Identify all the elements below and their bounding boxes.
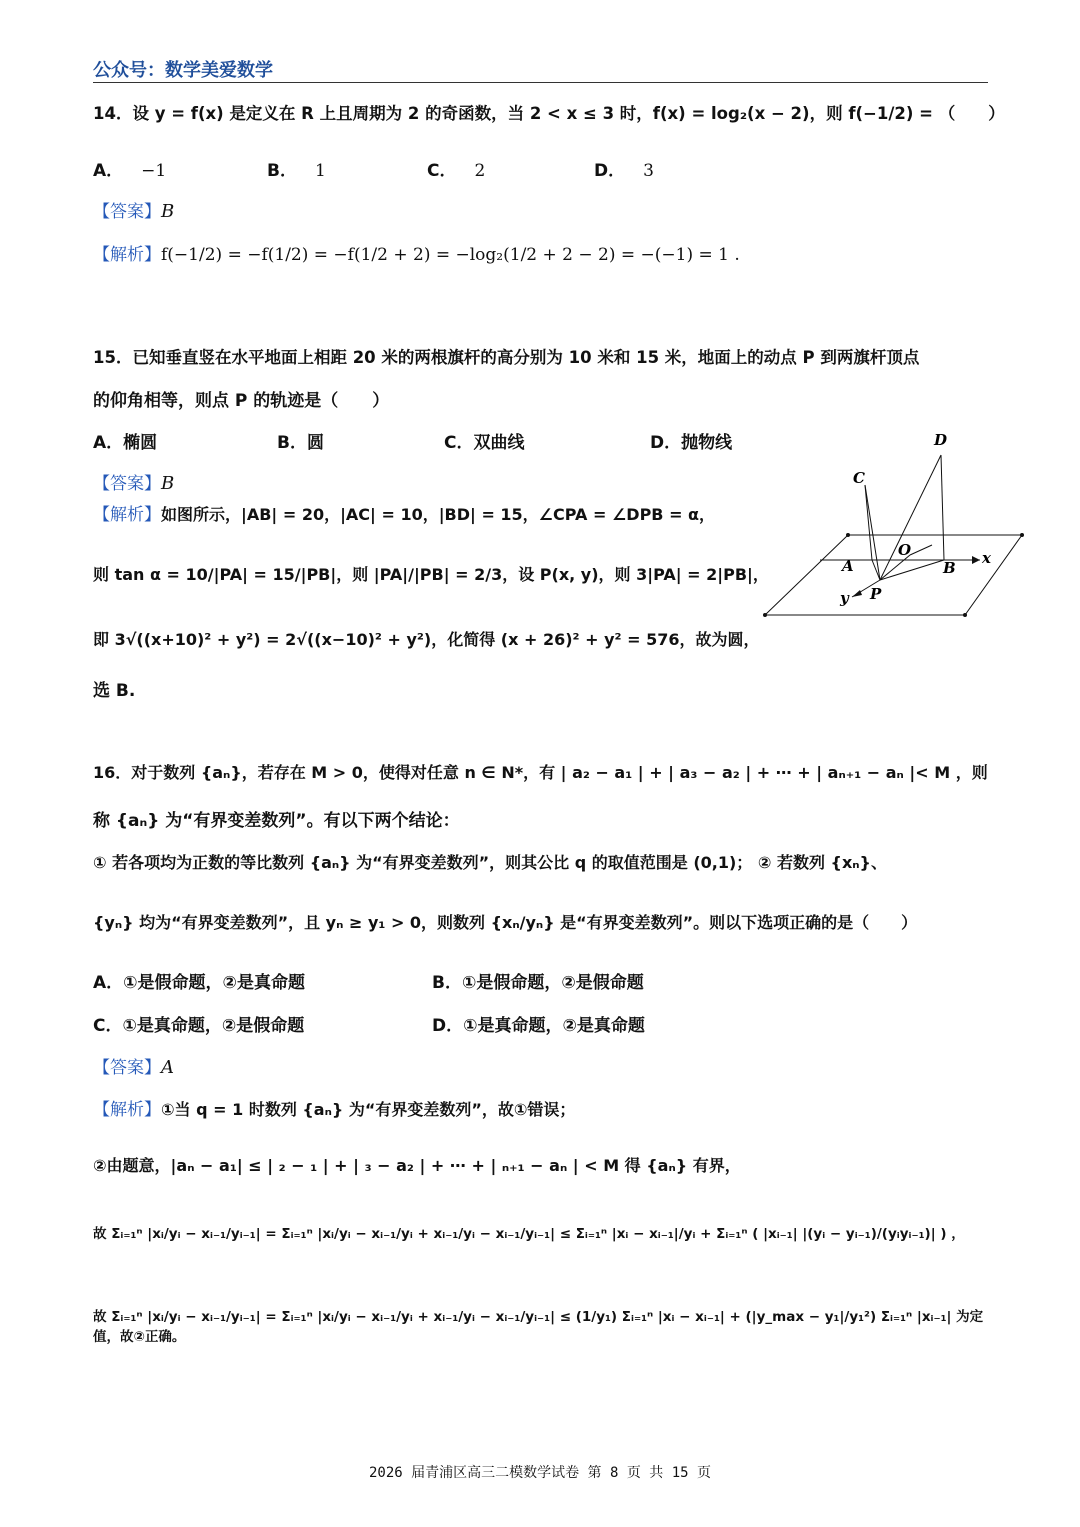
label-c: C <box>853 469 865 487</box>
page-footer: 2026 届青浦区高三二模数学试卷 第 8 页 共 15 页 <box>368 1465 711 1481</box>
q14-stem: 14．设 y = f(x) 是定义在 R 上且周期为 2 的奇函数，当 2 < x ≤ 3 时，f(x) = log₂(x − 2)，则 f(−1/2) = （ ） <box>93 104 1005 123</box>
q14-option-b: B． 1 <box>267 161 326 181</box>
q16-stem-line1: 16．对于数列 {aₙ}，若存在 M > 0，使得对任意 n ∈ N*，有 | a₂ − a₁ | + | a₃ − a₂ | + ⋯ + | aₙ₊₁ − aₙ |< M ，则 <box>93 763 988 782</box>
q16-analysis-line1: 【解析】①当 q = 1 时数列 {aₙ} 为“有界变差数列”，故①错误； <box>93 1100 576 1120</box>
label-y: y <box>840 589 849 607</box>
header-title: 公众号：数学美爱数学 <box>93 60 273 81</box>
line-cp <box>865 485 880 580</box>
y-axis-arrow <box>852 590 862 597</box>
pole-bd <box>941 455 944 560</box>
q15-option-d: D．抛物线 <box>650 433 733 453</box>
ground-plane <box>765 535 1022 615</box>
q15-stem-line1: 15．已知垂直竖在水平地面上相距 20 米的两根旗杆的高分别为 10 米和 15 米，地面上的动点 P 到两旗杆顶点 <box>93 348 920 367</box>
q14-option-a: A． −1 <box>93 161 167 181</box>
q16-analysis-line3: 故 Σᵢ₌₁ⁿ |xᵢ/yᵢ − xᵢ₋₁/yᵢ₋₁| = Σᵢ₌₁ⁿ |xᵢ/yᵢ − xᵢ₋₁/yᵢ + xᵢ₋₁/yᵢ − xᵢ₋₁/yᵢ₋₁| ≤ Σᵢ₌₁ⁿ |xᵢ − xᵢ₋₁|/yᵢ + Σᵢ₌₁ⁿ ( |xᵢ₋₁| |(yᵢ − yᵢ₋₁)/(yᵢyᵢ₋₁)| ) ， <box>93 1226 965 1242</box>
q16-option-a: A．①是假命题，②是真命题 <box>93 973 305 993</box>
q16-stem-line3: ① 若各项均为正数的等比数列 {aₙ} 为“有界变差数列”，则其公比 q 的取值范围是 (0,1)； ② 若数列 {xₙ}、 <box>93 853 887 872</box>
q15-analysis-line1: 【解析】如图所示，|AB| = 20，|AC| = 10，|BD| = 15，∠CPA = ∠DPB = α， <box>93 505 716 525</box>
x-axis-arrow <box>972 556 980 564</box>
q16-stem-line4: {yₙ} 均为“有界变差数列”，且 yₙ ≥ y₁ > 0，则数列 {xₙ/yₙ} 是“有界变差数列”。则以下选项正确的是（ ） <box>93 913 918 932</box>
q15-option-c: C．双曲线 <box>444 433 525 453</box>
label-d: D <box>934 431 948 449</box>
label-x: x <box>982 549 991 567</box>
q15-answer: 【答案】B <box>93 473 175 494</box>
q16-answer: 【答案】A <box>93 1057 174 1078</box>
q14-answer: 【答案】B <box>93 201 175 222</box>
q15-analysis-line3: 即 3√((x+10)² + y²) = 2√((x−10)² + y²)，化简得 (x + 26)² + y² = 576，故为圆， <box>93 630 760 649</box>
q16-analysis-line4: 故 Σᵢ₌₁ⁿ |xᵢ/yᵢ − xᵢ₋₁/yᵢ₋₁| = Σᵢ₌₁ⁿ |xᵢ/yᵢ − xᵢ₋₁/yᵢ + xᵢ₋₁/yᵢ − xᵢ₋₁/yᵢ₋₁| ≤ (1/y₁) Σᵢ₌₁ⁿ |xᵢ − xᵢ₋₁| + (|y_max − y₁|/y₁²) Σᵢ₌₁ⁿ |xᵢ₋₁| 为定值，故②正确。 <box>93 1309 984 1345</box>
label-p: P <box>870 585 882 603</box>
radius-mark <box>910 545 932 555</box>
q16-option-c: C．①是真命题，②是假命题 <box>93 1016 305 1036</box>
q15-analysis-line4: 选 B. <box>93 681 136 701</box>
q16-option-d: D．①是真命题，②是真命题 <box>432 1016 645 1036</box>
q16-option-b: B．①是假命题，②是假命题 <box>432 973 644 993</box>
q15-stem-line2: 的仰角相等，则点 P 的轨迹是（ ） <box>93 391 390 411</box>
q16-analysis-line2: ②由题意，|aₙ − a₁| ≤ | ₂ − ₁ | + | ₃ − a₂ | + ⋯ + | ₙ₊₁ − aₙ | < M 得 {aₙ} 有界， <box>93 1156 741 1175</box>
header-divider <box>93 82 988 83</box>
q14-analysis: 【解析】f(−1/2) = −f(1/2) = −f(1/2 + 2) = −log₂(1/2 + 2 − 2) = −(−1) = 1 . <box>93 245 740 265</box>
q16-stem-line2: 称 {aₙ} 为“有界变差数列”。有以下两个结论： <box>93 811 460 831</box>
line-dp <box>880 455 941 580</box>
label-o: O <box>898 541 912 559</box>
q14-option-c: C． 2 <box>427 161 486 181</box>
label-a: A <box>842 557 854 575</box>
q15-analysis-line2: 则 tan α = 10/|PA| = 15/|PB|，则 |PA|/|PB| = 2/3，设 P(x, y)，则 3|PA| = 2|PB|， <box>93 565 769 584</box>
q14-option-d: D． 3 <box>594 161 654 181</box>
line-bp <box>880 560 944 580</box>
q15-option-a: A．椭圆 <box>93 433 158 453</box>
q15-option-b: B．圆 <box>277 433 324 453</box>
label-b: B <box>943 559 956 577</box>
q15-figure <box>760 425 1030 625</box>
